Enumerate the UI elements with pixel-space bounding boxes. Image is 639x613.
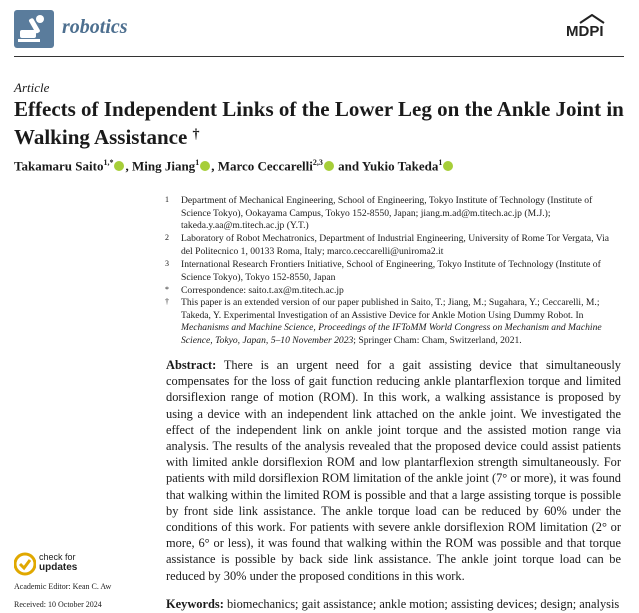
author-name: Marco Ceccarelli: [217, 158, 313, 174]
editor-name: Kean C. Aw: [72, 582, 112, 591]
received-value: 10 October 2024: [47, 600, 102, 609]
orcid-icon[interactable]: [200, 161, 210, 171]
check-updates-line2: updates: [39, 562, 78, 573]
affiliation-mark: 2: [165, 233, 169, 242]
author-list: [14, 158, 454, 174]
check-updates-line1: check for: [39, 552, 76, 562]
academic-editor: [14, 582, 111, 591]
note-tail: ; Springer Cham: Cham, Switzerland, 2021.: [353, 334, 522, 346]
affiliation-1: Department of Mechanical Engineering, School of Engineering, Tokyo Institute of Technology (Institute of Science Tokyo), Ookayama Campus, Tokyo 152-8550, Japan; jiang.m.ad@m.titech.ac.jp (M.J.); takeda.y.aa@m.titech.ac.jp (Y.T.): [181, 195, 593, 231]
affiliation-mark: 1: [165, 195, 169, 204]
author-affil-mark: 2,3: [312, 158, 323, 167]
extended-version-note: [181, 297, 621, 347]
journal-logo: [14, 10, 54, 48]
received-date: [14, 600, 102, 609]
header-divider: [14, 56, 624, 57]
author-name: Takamaru Saito: [14, 158, 104, 174]
abstract-text: There is an urgent need for a gait assisting device that simultaneously compensates for the loss of gait function reducing ankle plantarflexion torque and limited dorsiflexion range of motion (ROM). In this work, a walking assistance is proposed by using a device with an independent link attached on the ankle joint. We investigated the effect of the independent link on ankle joint torque and the assisted motion range via analysis. The results of the analysis revealed that the proposed device could assist patients with limited ankle dorsiflexion ROM and low plantarflexion strength simultaneously. For patients with mild dorsiflexion ROM limitation of the ankle joint (7° or more), it was found that walking within the limited ROM is possible and that a large assisting torque is possible by front side link assistance. The ankle torque load can be reduced by 60% under the conditions of this work. For patients with severe ankle dorsiflexion ROM limitation (2° or more, 6° or less), it was found that walking within the ROM was possible and that torque assistance is possible by back side link assistance. The ankle joint torque load can be reduced by 30% under the proposed conditions in this work.: [166, 358, 621, 583]
note-text: This paper is an extended version of our paper published in Saito, T.; Jiang, M.; Sugahara, Y.; Ceccarelli, M.; Takeda, Y. Experimental Investigation of an Assistive Device for Ankle Motion Using Dummy Robot. In: [181, 297, 600, 321]
mdpi-logo: [566, 14, 618, 44]
affiliation-3: International Research Frontiers Initiative, School of Engineering, Tokyo Institute of Technology (Institute of Science Tokyo), Tokyo 152-8550, Japan: [181, 259, 601, 283]
orcid-icon[interactable]: [114, 161, 124, 171]
editor-label: Academic Editor:: [14, 582, 71, 591]
affiliation-mark: 3: [165, 259, 169, 268]
keywords-label: Keywords:: [166, 597, 224, 611]
author-affil-mark: 1,*: [103, 158, 114, 167]
author-affil-mark: 1: [438, 158, 443, 167]
author-separator: ,: [125, 158, 132, 174]
page-title: [14, 96, 624, 150]
abstract: [166, 357, 621, 584]
journal-name: robotics: [62, 16, 128, 38]
title-text: Effects of Independent Links of the Lower Leg on the Ankle Joint in Walking Assistance: [14, 97, 624, 149]
keywords-text: biomechanics; gait assistance; ankle motion; assisting devices; design; analysis: [226, 597, 620, 611]
note-proceedings: Mechanisms and Machine Science, Proceedings of the IFToMM World Congress on Mechanism and Machine Science, Tokyo, Japan, 5–10 November 2023: [181, 322, 602, 346]
affiliation-mark: †: [165, 297, 169, 306]
author-separator: ,: [211, 158, 218, 174]
publisher-name: MDPI: [566, 23, 604, 40]
check-for-updates-badge[interactable]: [14, 550, 84, 580]
author-affil-mark: 1: [195, 158, 200, 167]
check-updates-icon: [14, 552, 36, 576]
orcid-icon[interactable]: [324, 161, 334, 171]
affiliation-2: Laboratory of Robot Mechatronics, Department of Industrial Engineering, University of Rome Tor Vergata, Via del Politecnico 1, 00133 Roma, Italy; marco.ceccarelli@uniroma2.it: [181, 233, 610, 257]
keywords: [166, 597, 626, 612]
orcid-icon[interactable]: [443, 161, 453, 171]
affiliation-mark: *: [165, 285, 169, 294]
article-type: Article: [14, 80, 50, 95]
received-label: Received:: [14, 600, 46, 609]
title-footnote-mark: †: [192, 127, 200, 142]
author-name: Yukio Takeda: [361, 158, 439, 174]
abstract-label: Abstract:: [166, 358, 217, 372]
author-and: and: [334, 158, 362, 174]
author-name: Ming Jiang: [131, 158, 196, 174]
correspondence: Correspondence: saito.t.ax@m.titech.ac.jp: [181, 285, 344, 296]
